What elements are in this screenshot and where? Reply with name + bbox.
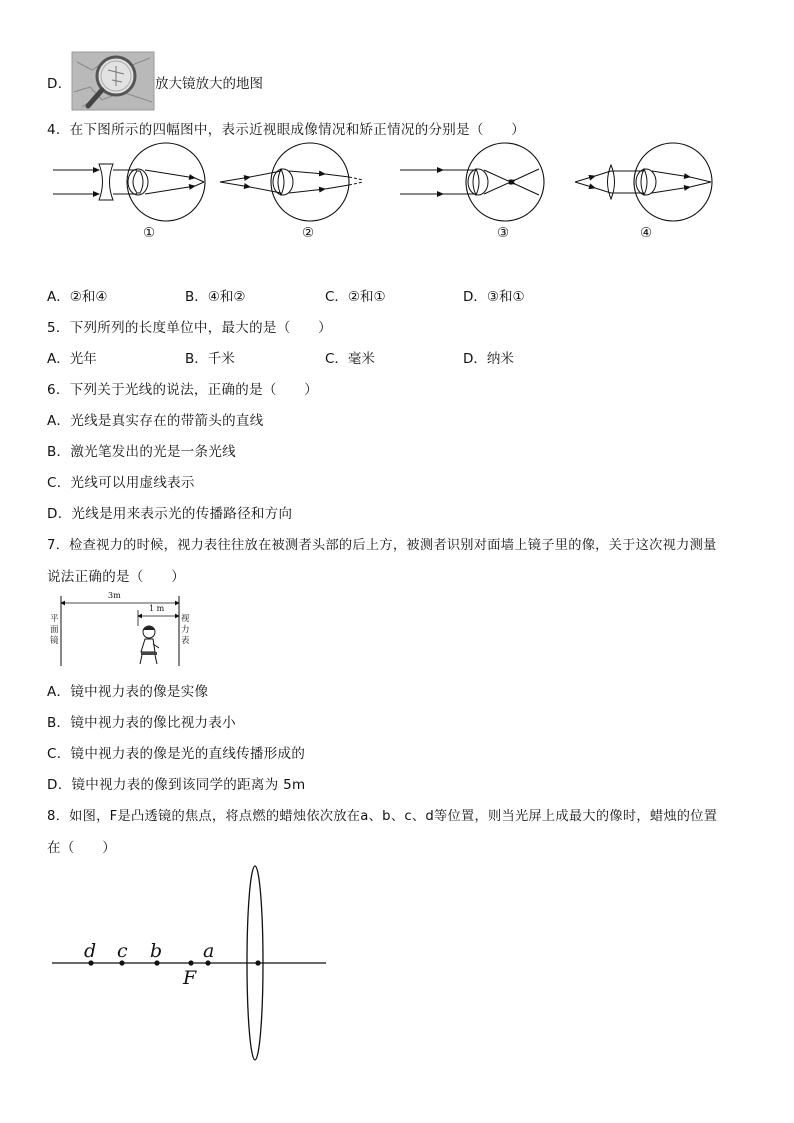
q8-lens-diagram xyxy=(50,862,330,1067)
option-label: D． xyxy=(47,76,72,92)
person-icon xyxy=(140,626,159,664)
q4-figure-label-1: ① xyxy=(143,225,156,241)
q5-option-c[interactable]: C．毫米 xyxy=(325,351,375,367)
q5-option-d[interactable]: D．纳米 xyxy=(463,351,514,367)
q8-stem-line2: 在（ ） xyxy=(47,840,116,856)
point-f-label: F xyxy=(183,967,197,989)
q5-stem: 5．下列所列的长度单位中，最大的是（ ） xyxy=(47,320,332,336)
q4-option-a[interactable]: A．②和④ xyxy=(47,289,108,305)
eye-diagram-4 xyxy=(575,143,712,221)
q4-option-c[interactable]: C．②和① xyxy=(325,289,386,305)
q7-option-d[interactable]: D．镜中视力表的像到该同学的距离为 5m xyxy=(47,777,306,793)
point-a-label: a xyxy=(203,940,215,962)
q4-option-d[interactable]: D．③和① xyxy=(463,289,525,305)
magnifier-map-image xyxy=(72,52,154,110)
point-c-label: c xyxy=(117,940,128,962)
chart-label: 视 力 表 xyxy=(181,614,190,646)
point-b-label: b xyxy=(150,940,163,962)
prev-option-d-text: 放大镜放大的地图 xyxy=(155,76,263,92)
q7-option-b[interactable]: B．镜中视力表的像比视力表小 xyxy=(47,715,236,731)
dist-total-label: 3m xyxy=(108,591,121,600)
eye-diagram-1 xyxy=(53,143,205,221)
q4-stem: 4．在下图所示的四幅图中，表示近视眼成像情况和矫正情况的分别是（ ） xyxy=(47,122,526,138)
q4-figure-label-3: ③ xyxy=(497,225,510,241)
q7-option-a[interactable]: A．镜中视力表的像是实像 xyxy=(47,684,209,700)
q6-option-a[interactable]: A．光线是真实存在的带箭头的直线 xyxy=(47,413,264,429)
dist-near-label: 1 m xyxy=(149,604,165,613)
q7-stem-line2: 说法正确的是（ ） xyxy=(47,569,185,585)
lens-center-dot xyxy=(255,960,260,965)
q6-stem: 6．下列关于光线的说法，正确的是（ ） xyxy=(47,382,319,398)
q6-option-c[interactable]: C．光线可以用虚线表示 xyxy=(47,475,195,491)
q4-option-b[interactable]: B．④和② xyxy=(185,289,246,305)
q4-figure-label-4: ④ xyxy=(640,225,653,241)
q7-option-c[interactable]: C．镜中视力表的像是光的直线传播形成的 xyxy=(47,746,306,762)
q7-stem-line1: 7．检查视力的时候，视力表往往放在被测者头部的后上方，被测者识别对面墙上镜子里的像，关于这次视力测量 xyxy=(47,538,717,553)
eye-diagram-3 xyxy=(400,143,544,221)
prev-option-d xyxy=(47,72,72,92)
q5-option-b[interactable]: B．千米 xyxy=(185,351,235,367)
point-d-label: d xyxy=(84,940,97,962)
q8-stem-line1: 8．如图，F是凸透镜的焦点，将点燃的蜡烛依次放在a、b、c、d等位置，则当光屏上成最大的像时，蜡烛的位置 xyxy=(47,809,718,824)
q5-option-a[interactable]: A．光年 xyxy=(47,351,97,367)
q6-option-d[interactable]: D．光线是用来表示光的传播路径和方向 xyxy=(47,506,293,522)
eye-diagram-2 xyxy=(220,143,363,221)
mirror-label: 平 面 镜 xyxy=(50,614,59,646)
q4-figure-label-2: ② xyxy=(302,225,315,241)
q6-option-b[interactable]: B．激光笔发出的光是一条光线 xyxy=(47,444,236,460)
point-f-dot xyxy=(188,960,193,965)
